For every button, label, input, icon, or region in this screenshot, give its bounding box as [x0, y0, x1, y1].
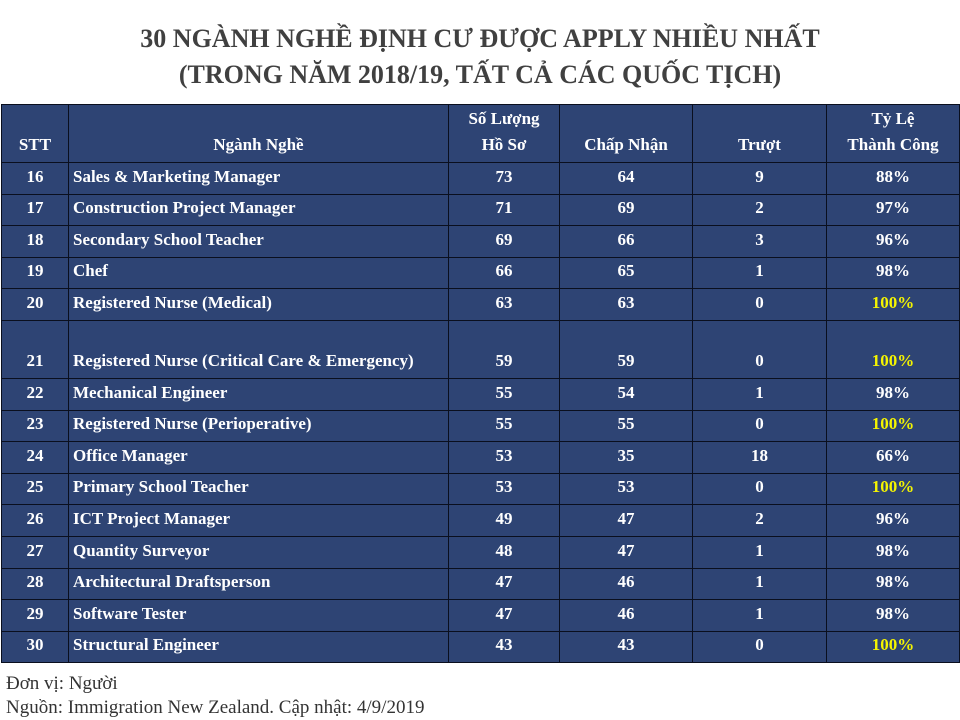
cell-nganh-nghe: Office Manager: [69, 442, 449, 474]
cell-truot: 1: [693, 568, 827, 600]
cell-chap-nhan: 69: [560, 194, 693, 226]
cell-truot: 18: [693, 442, 827, 474]
cell-stt: 27: [2, 536, 69, 568]
cell-truot: 3: [693, 226, 827, 258]
cell-ty-le-thanh-cong: 98%: [827, 568, 960, 600]
page-title-line-2: (TRONG NĂM 2018/19, TẤT CẢ CÁC QUỐC TỊCH): [178, 60, 782, 89]
cell-ty-le-thanh-cong: 96%: [827, 505, 960, 537]
cell-nganh-nghe: Architectural Draftsperson: [69, 568, 449, 600]
header-chap-nhan: Chấp Nhận: [560, 105, 693, 163]
cell-ty-le-thanh-cong: 98%: [827, 378, 960, 410]
table-row: [2, 289, 960, 321]
cell-truot: 0: [693, 289, 827, 321]
cell-nganh-nghe: Construction Project Manager: [69, 194, 449, 226]
cell-so-luong-ho-so: 73: [449, 163, 560, 195]
cell-ty-le-thanh-cong: 97%: [827, 194, 960, 226]
cell-so-luong-ho-so: 49: [449, 505, 560, 537]
cell-chap-nhan: 46: [560, 568, 693, 600]
table-row: [2, 194, 960, 226]
cell-stt: 30: [2, 631, 69, 663]
cell-ty-le-thanh-cong: 100%: [827, 320, 960, 378]
cell-truot: 2: [693, 505, 827, 537]
header-ty-le-line-2: Thành Công: [847, 135, 939, 154]
table-row: [2, 505, 960, 537]
cell-chap-nhan: 59: [560, 320, 693, 378]
footer-unit-note: Đơn vị: Người: [6, 673, 118, 694]
cell-so-luong-ho-so: 71: [449, 194, 560, 226]
header-ty-le-line-1: Tỷ Lệ: [871, 109, 915, 128]
cell-chap-nhan: 47: [560, 536, 693, 568]
cell-ty-le-thanh-cong: 98%: [827, 536, 960, 568]
table-row: [2, 378, 960, 410]
cell-chap-nhan: 63: [560, 289, 693, 321]
header-so-luong-line-2: Hồ Sơ: [481, 135, 527, 154]
cell-nganh-nghe: Quantity Surveyor: [69, 536, 449, 568]
table-row: [2, 410, 960, 442]
cell-chap-nhan: 53: [560, 473, 693, 505]
cell-stt: 17: [2, 194, 69, 226]
header-so-luong-line-1: Số Lượng: [468, 109, 540, 128]
cell-so-luong-ho-so: 53: [449, 442, 560, 474]
table-row: [2, 163, 960, 195]
cell-so-luong-ho-so: 66: [449, 257, 560, 289]
cell-truot: 1: [693, 600, 827, 632]
cell-so-luong-ho-so: 69: [449, 226, 560, 258]
cell-truot: 0: [693, 410, 827, 442]
cell-chap-nhan: 47: [560, 505, 693, 537]
page-title-line-1: 30 NGÀNH NGHỀ ĐỊNH CƯ ĐƯỢC APPLY NHIỀU NHẤT: [140, 24, 820, 53]
cell-truot: 0: [693, 473, 827, 505]
cell-stt: 29: [2, 600, 69, 632]
cell-ty-le-thanh-cong: 98%: [827, 257, 960, 289]
cell-nganh-nghe: Registered Nurse (Perioperative): [69, 410, 449, 442]
cell-truot: 0: [693, 631, 827, 663]
cell-stt: 28: [2, 568, 69, 600]
cell-stt: 19: [2, 257, 69, 289]
table-header-row: [2, 105, 960, 163]
cell-chap-nhan: 46: [560, 600, 693, 632]
table-row: [2, 473, 960, 505]
cell-chap-nhan: 55: [560, 410, 693, 442]
cell-so-luong-ho-so: 55: [449, 378, 560, 410]
cell-so-luong-ho-so: 43: [449, 631, 560, 663]
cell-truot: 0: [693, 320, 827, 378]
cell-ty-le-thanh-cong: 88%: [827, 163, 960, 195]
cell-so-luong-ho-so: 55: [449, 410, 560, 442]
cell-so-luong-ho-so: 47: [449, 600, 560, 632]
header-so-luong-ho-so: [449, 105, 560, 163]
cell-so-luong-ho-so: 48: [449, 536, 560, 568]
cell-chap-nhan: 35: [560, 442, 693, 474]
cell-stt: 16: [2, 163, 69, 195]
cell-stt: 22: [2, 378, 69, 410]
cell-stt: 23: [2, 410, 69, 442]
cell-truot: 1: [693, 257, 827, 289]
cell-stt: 24: [2, 442, 69, 474]
table-row: [2, 442, 960, 474]
cell-nganh-nghe: Chef: [69, 257, 449, 289]
cell-chap-nhan: 66: [560, 226, 693, 258]
cell-chap-nhan: 43: [560, 631, 693, 663]
cell-so-luong-ho-so: 63: [449, 289, 560, 321]
table-row: [2, 320, 960, 378]
cell-nganh-nghe: Secondary School Teacher: [69, 226, 449, 258]
cell-stt: 20: [2, 289, 69, 321]
cell-truot: 1: [693, 378, 827, 410]
cell-nganh-nghe: ICT Project Manager: [69, 505, 449, 537]
table-row: [2, 631, 960, 663]
cell-nganh-nghe: Registered Nurse (Critical Care & Emergency): [69, 320, 449, 378]
cell-ty-le-thanh-cong: 96%: [827, 226, 960, 258]
cell-stt: 25: [2, 473, 69, 505]
cell-truot: 1: [693, 536, 827, 568]
header-ty-le-thanh-cong: [827, 105, 960, 163]
occupation-table: [1, 104, 960, 663]
footer-source-note: Nguồn: Immigration New Zealand. Cập nhật: 4/9/2019: [6, 697, 425, 718]
cell-so-luong-ho-so: 47: [449, 568, 560, 600]
cell-nganh-nghe: Primary School Teacher: [69, 473, 449, 505]
cell-so-luong-ho-so: 59: [449, 320, 560, 378]
cell-chap-nhan: 64: [560, 163, 693, 195]
cell-truot: 2: [693, 194, 827, 226]
cell-stt: 18: [2, 226, 69, 258]
cell-so-luong-ho-so: 53: [449, 473, 560, 505]
cell-ty-le-thanh-cong: 100%: [827, 410, 960, 442]
cell-nganh-nghe: Registered Nurse (Medical): [69, 289, 449, 321]
cell-nganh-nghe: Structural Engineer: [69, 631, 449, 663]
cell-stt: 26: [2, 505, 69, 537]
header-stt: STT: [2, 105, 69, 163]
header-nganh-nghe: Ngành Nghề: [69, 105, 449, 163]
header-truot: Trượt: [693, 105, 827, 163]
cell-ty-le-thanh-cong: 66%: [827, 442, 960, 474]
table-row: [2, 536, 960, 568]
cell-truot: 9: [693, 163, 827, 195]
table-row: [2, 568, 960, 600]
table-row: [2, 257, 960, 289]
cell-ty-le-thanh-cong: 100%: [827, 289, 960, 321]
cell-nganh-nghe: Software Tester: [69, 600, 449, 632]
cell-chap-nhan: 54: [560, 378, 693, 410]
cell-ty-le-thanh-cong: 100%: [827, 631, 960, 663]
cell-stt: 21: [2, 320, 69, 378]
cell-ty-le-thanh-cong: 100%: [827, 473, 960, 505]
cell-nganh-nghe: Mechanical Engineer: [69, 378, 449, 410]
cell-ty-le-thanh-cong: 98%: [827, 600, 960, 632]
table-row: [2, 226, 960, 258]
cell-nganh-nghe: Sales & Marketing Manager: [69, 163, 449, 195]
table-row: [2, 600, 960, 632]
cell-chap-nhan: 65: [560, 257, 693, 289]
